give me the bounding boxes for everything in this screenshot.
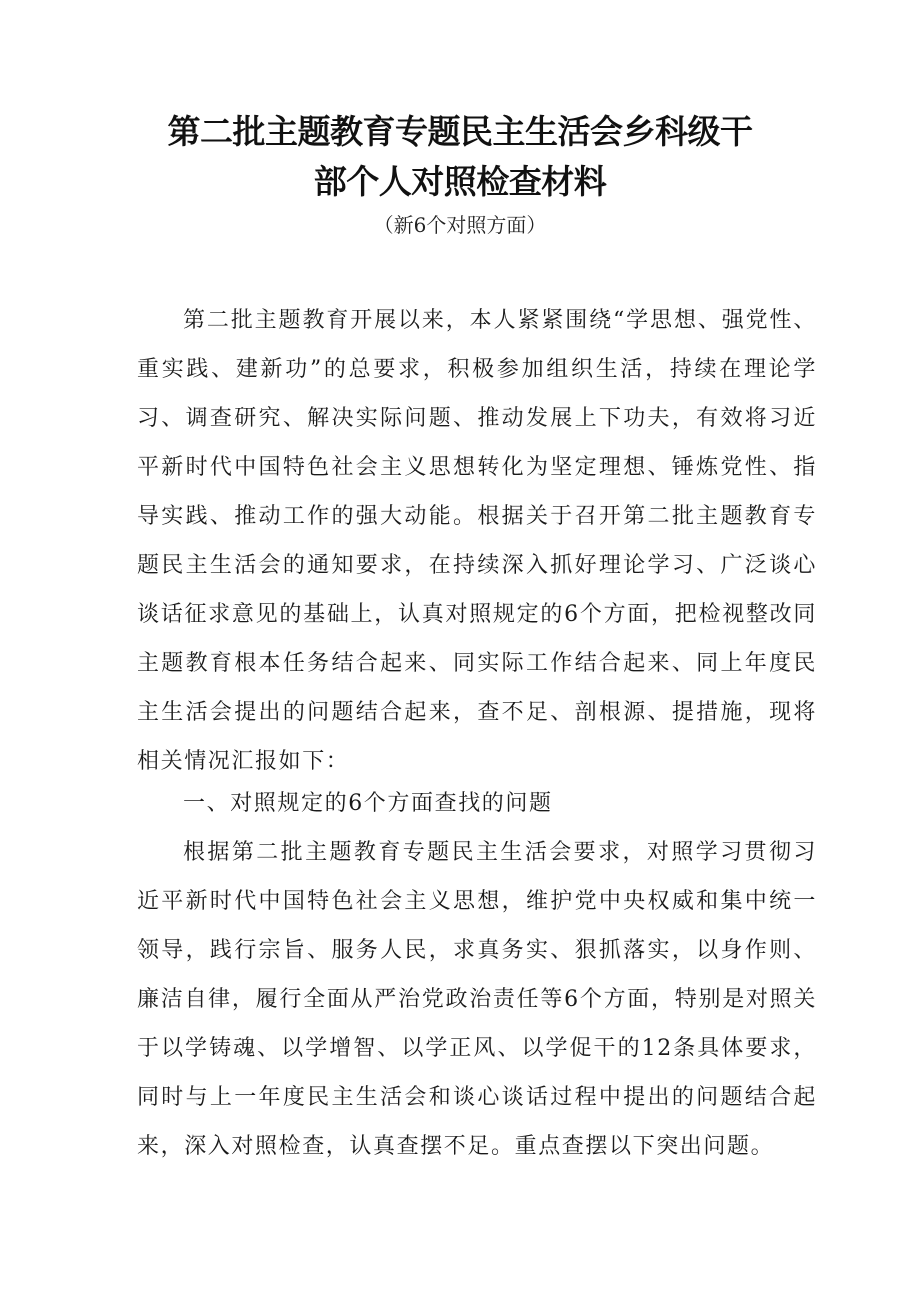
body-section-heading (137, 779, 817, 828)
intro-paragraph: 第二批主题教育开展以来，本人紧紧围绕“学思想、强党性、重实践、建新功”的总要求，积极参加组织生活，持续在理论学习、调查研究、解决实际问题、推动发展上下功夫，有效将习近平新时代中国特色社会主义思想转化为坚定理想、锤炼党性、指导实践、推动工作的强大动能。根据关于召开第二批主题教育专题民主生活会的通知要求，在持续深入抓好理论学习、广泛谈心谈话征求意见的基础上，认真对照规定的6个方面，把检视整改同主题教育根本任务结合起来、同实际工作结合起来、同上年度民主生活会提出的问题结合起来，查不足、剖根源、提措施，现将相关情况汇报如下： (137, 308, 817, 774)
section-heading-1: 一、对照规定的6个方面查找的问题 (183, 791, 553, 816)
document-title-line-2: 部个人对照检查材料 (313, 162, 607, 201)
body-section-issues (137, 828, 817, 1171)
body-section-intro (137, 296, 817, 786)
document-subtitle: （新6个对照方面） (373, 213, 547, 237)
document-title-line-1: 第二批主题教育专题民主生活会乡科级干 (167, 112, 753, 151)
issues-paragraph: 根据第二批主题教育专题民主生活会要求，对照学习贯彻习近平新时代中国特色社会主义思想，维护党中央权威和集中统一领导，践行宗旨、服务人民，求真务实、狠抓落实，以身作则、廉洁自律，履行全面从严治党政治责任等6个方面，特别是对照关于以学铸魂、以学增智、以学正风、以学促干的12条具体要求，同时与上一年度民主生活会和谈心谈话过程中提出的问题结合起来，深入对照检查，认真查摆不足。重点查摆以下突出问题。 (137, 840, 817, 1159)
